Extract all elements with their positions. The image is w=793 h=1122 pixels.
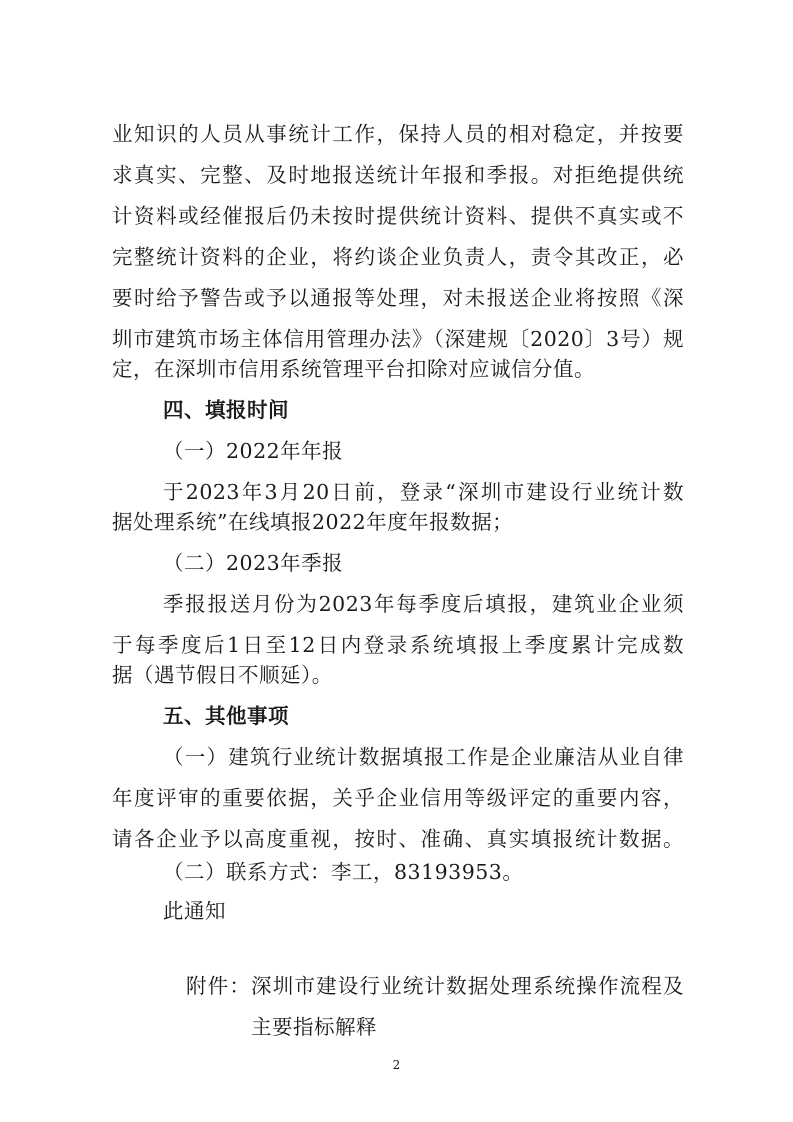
section5-item1-line-2: 年度评审的重要依据，关乎企业信用等级评定的重要内容，: [112, 786, 684, 810]
section4-sub1-title: （一）2022年年报: [163, 439, 344, 463]
section5-item2-contact: （二）联系方式：李工，83193953。: [163, 860, 524, 884]
body-line-4: 完整统计资料的企业，将约谈企业负责人，责令其改正，必: [112, 245, 684, 269]
body-line-7: 定，在深圳市信用系统管理平台扣除对应诚信分值。: [112, 357, 595, 381]
section4-sub1-line-1: 于2023年3月20日前，登录“深圳市建设行业统计数: [163, 480, 684, 504]
body-line-6: 圳市建筑市场主体信用管理办法》（深建规〔2020〕3号）规: [112, 327, 684, 351]
section4-heading: 四、填报时间: [163, 398, 289, 422]
section4-sub1-line-2: 据处理系统”在线填报2022年度年报数据；: [112, 510, 514, 534]
section4-sub2-title: （二）2023年季报: [163, 551, 344, 575]
body-line-2: 求真实、完整、及时地报送统计年报和季报。对拒绝提供统: [112, 163, 684, 187]
section4-sub2-line-3: 据（遇节假日不顺延）。: [112, 663, 333, 687]
section4-sub2-line-2: 于每季度后1日至12日内登录系统填报上季度累计完成数: [112, 633, 684, 657]
closing-text: 此通知: [163, 899, 226, 923]
body-line-3: 计资料或经催报后仍未按时提供统计资料、提供不真实或不: [112, 204, 684, 228]
section5-item1-line-3: 请各企业予以高度重视，按时、准确、真实填报统计数据。: [112, 827, 684, 851]
body-line-5: 要时给予警告或予以通报等处理，对未报送企业将按照《深: [112, 286, 684, 310]
page-number: 2: [392, 1058, 401, 1072]
section4-sub2-line-1: 季报报送月份为2023年每季度后填报，建筑业企业须: [163, 592, 684, 616]
attachment-line-1: 附件：深圳市建设行业统计数据处理系统操作流程及: [186, 974, 684, 998]
section5-heading: 五、其他事项: [163, 704, 289, 728]
section5-item1-line-1: （一）建筑行业统计数据填报工作是企业廉洁从业自律: [163, 745, 684, 769]
attachment-line-2: 主要指标解释: [251, 1015, 377, 1039]
body-line-1: 业知识的人员从事统计工作，保持人员的相对稳定，并按要: [112, 122, 684, 146]
